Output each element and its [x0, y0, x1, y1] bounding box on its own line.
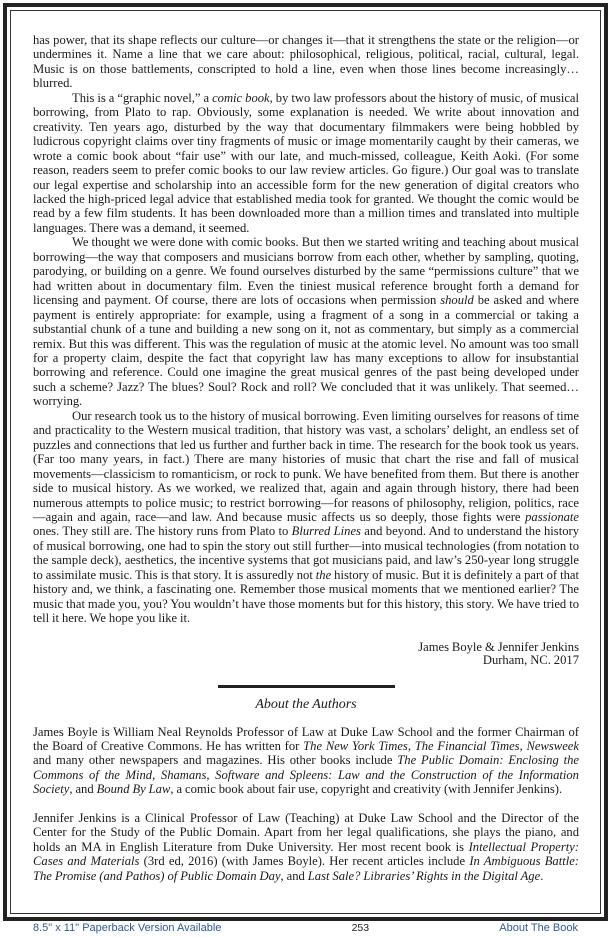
- about-the-book-link[interactable]: About The Book: [499, 922, 578, 935]
- page-footer: [0, 921, 611, 937]
- text-segment: and many other newspapers and magazines. His other books include: [33, 753, 398, 768]
- text-segment: (3rd ed, 2016) (with James Boyle). Her recent articles include: [139, 854, 470, 869]
- page-frame-inner: [10, 10, 601, 914]
- italic-title: Newsweek: [526, 739, 579, 754]
- italic-title: Bound By Law: [96, 782, 171, 797]
- text-segment: Jennifer Jenkins is a Clinical Professor of Law (Teaching) at Duke Law School and the Director of the Center for the Study of the Public Domain. Apart from her legal qualifications, she plays the piano, and holds an MA in English Literature from Duke University. Her most recent book is: [33, 810, 579, 854]
- text-segment: be asked and where payment is entirely appropriate: for example, using a fragment of a song in a commercial or taking a substantial chunk of a tune and building a new song on it, not as commentary, but simply as a commercial remix. But this was different. This was the regulation of music at the atomic level. No amount was too small for a property claim, despite the fact that copyright law has many exceptions to allow for insubstantial borrowing and reference. Could one imagine the great musical genres of the past being developed under such a scheme? Jazz? The blues? Soul? Rock and roll? We concluded that it was unlikely. That seemed…worrying.: [33, 293, 579, 409]
- about-authors-heading: About the Authors: [255, 696, 357, 712]
- italic-title: The New York Times: [303, 739, 408, 754]
- preface-text: [33, 33, 579, 626]
- page-frame: [3, 3, 608, 921]
- text-segment: Our research took us to the history of musical borrowing. Even limiting ourselves for reasons of time and practicality to the Western musical tradition, that history was vast, a scholars’ delight, an endless set of puzzles and connections that led us further and further back in time. The research for the book took us years. (Far too many years, in fact.) There are many histories of music that chart the rise and fall of musical movements—classicism to romanticism, or rock to punk. We have benefited from them. But there is another side to musical history. As we worked, we realized that, again and again through history, there had been numerous attempts to police music; to restrict borrowing—for reasons of philosophy, religion, politics, race—again and again, race—and law. And because music affects us so deeply, those fights were: [33, 408, 579, 524]
- italic-title: comic book: [212, 90, 270, 105]
- paragraph: [33, 33, 579, 91]
- text-segment: history of music. But it is definitely a part of that history and, we think, a fascinating one. Remember those musical moments that we mentioned earlier? The music that made you, you? You wouldn’t have those moments but for this history, this story. We have tried to tell it here. We hope you like it.: [33, 567, 579, 626]
- italic-title: The Financial Times: [414, 739, 520, 754]
- text-segment: This is a “graphic novel,” a: [72, 90, 213, 105]
- italic-title: Intellectual Property: Cases and Materials: [33, 839, 580, 869]
- text-segment: , by two law professors about the history of music, of musical borrowing, from Plato to rap. Obviously, some explanation is needed. We write about innovation and creativity. Ten years ago, disturbed by the way that documentary filmmakers were being hobbled by ludicrous copyright claims over tiny fragments of music or image momentarily caught by their cameras, we wrote a comic book about “fair use” with our late, and much-missed, colleague, Keith Aoki. (For some reason, readers seem to prefer comic books to our law review articles. Go figure.) Our goal was to translate our legal expertise and scholarship into an accessible form for the new generation of digital creators who lacked the high-priced legal advice that established media took for granted. We thought the comic would be read by a few film students. It has been downloaded more than a million times and translated into multiple languages. There was a demand, it seemed.: [33, 90, 580, 235]
- italic-title: Last Sale? Libraries’ Rights in the Digital Age: [307, 868, 541, 883]
- paragraph: [33, 725, 579, 797]
- text-segment: ,: [519, 739, 527, 754]
- text-segment: , and: [280, 868, 308, 883]
- text-segment: ones. They still are. The history runs from Plato to: [33, 524, 292, 539]
- text-segment: ,: [152, 767, 161, 782]
- page-content: [33, 33, 579, 883]
- section-divider: [218, 685, 395, 688]
- page-number: 253: [351, 922, 370, 935]
- text-segment: , a comic book about fair use, copyright and creativity (with Jennifer Jenkins).: [170, 782, 563, 797]
- signature-place: Durham, NC. 2017: [482, 653, 579, 668]
- text-segment: and beyond. And to understand the history of musical borrowing, one had to spin the story out still further—into musical technologies (from notation to the sample deck), aesthetics, the incentive systems that got musicians paid, and law’s 250-year long struggle to assimilate music. This is that story. It is assuredly not: [33, 524, 579, 582]
- italic-title: the: [315, 567, 332, 582]
- italic-title: In Ambiguous Battle: The Promise (and Pathos) of Public Domain Day: [33, 854, 579, 883]
- italic-title: should: [440, 293, 474, 308]
- text-segment: ,: [407, 739, 415, 754]
- paragraph: [33, 235, 579, 408]
- paragraph: [33, 409, 579, 626]
- paragraph: [33, 91, 579, 236]
- text-segment: James Boyle is William Neal Reynolds Professor of Law at Duke Law School and the former Chairman of the Board of Creative Commons. He has written for: [33, 724, 579, 754]
- text-segment: .: [540, 868, 544, 883]
- paperback-version-link[interactable]: 8.5" x 11" Paperback Version Available: [33, 922, 222, 935]
- paragraph: [33, 811, 579, 883]
- signature: [33, 641, 579, 668]
- italic-title: The Public Domain: Enclosing the Commons of the Mind: [33, 753, 579, 782]
- italic-title: passionate: [525, 509, 579, 524]
- about-authors-text: [33, 725, 579, 884]
- signature-names: James Boyle & Jennifer Jenkins: [418, 639, 579, 654]
- text-segment: We thought we were done with comic books. But then we started writing and teaching about musical borrowing—the way that composers and musicians borrow from each other, whether by sampling, quoting, parodying, or building on a genre. We found ourselves disturbed by the same “permissions culture” that we had written about in documentary film. Even the tiniest musical reference brought forth a demand for licensing and payment. Of course, there are lots of occasions when permission: [33, 235, 579, 308]
- text-segment: has power, that its shape reflects our culture—or changes it—that it strengthens the state or the religion—or undermines it. Name a line that we care about: philosophical, religious, political, racial, cultural, legal. Music is on those battlements, conscripted to hold a line, even when those lines become increasingly…blurred.: [33, 33, 579, 91]
- text-segment: , and: [69, 782, 97, 797]
- italic-title: Shamans, Software and Spleens: Law and the Construction of the Information Society: [33, 767, 579, 797]
- italic-title: Blurred Lines: [291, 524, 361, 539]
